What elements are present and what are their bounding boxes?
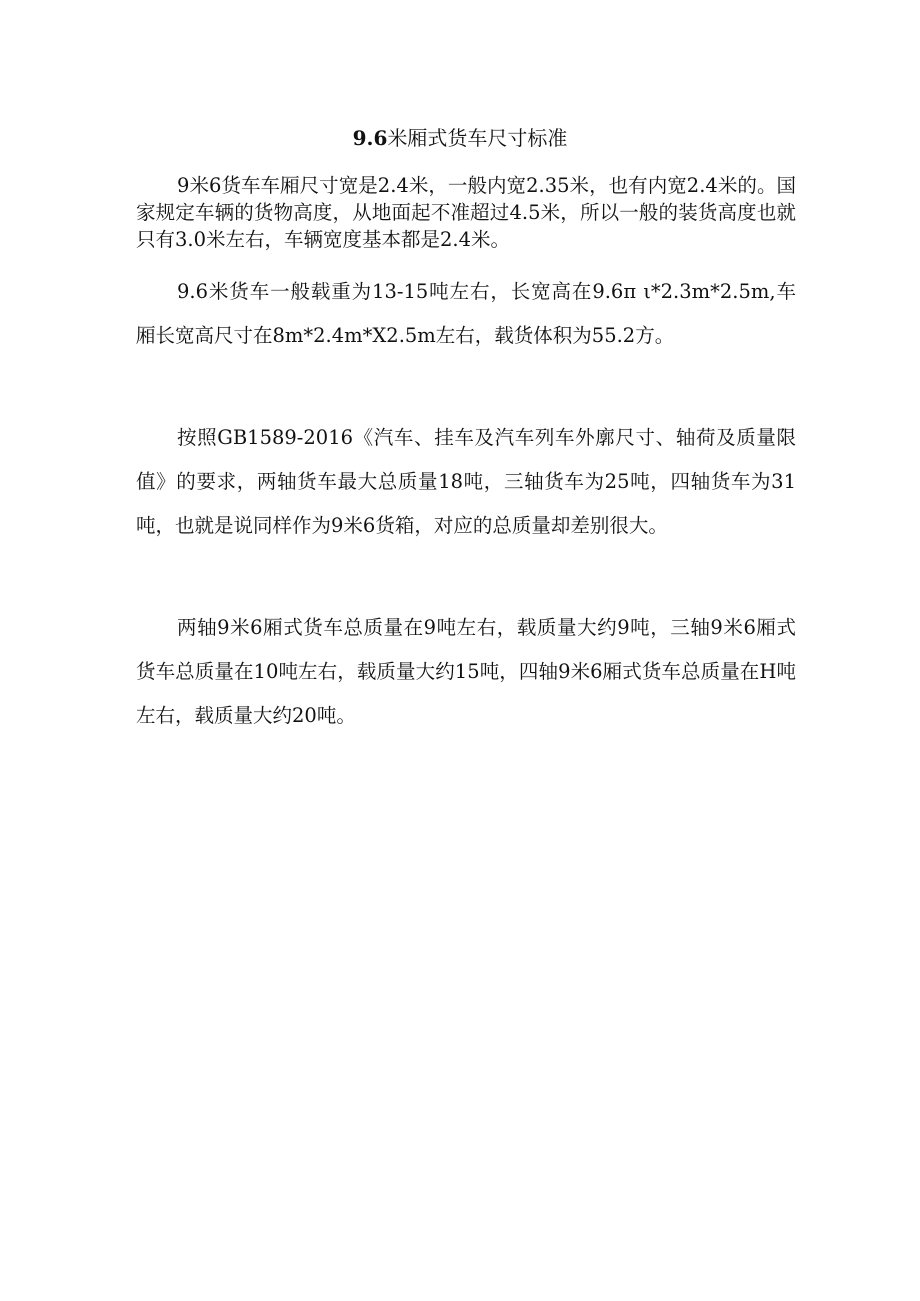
paragraph-3: 按照GB1589-2016《汽车、挂车及汽车列车外廓尺寸、轴荷及质量限值》的要求，两轴货车最大总质量18吨，三轴货车为25吨，四轴货车为31吨，也就是说同样作为9米6货箱，对应的总质量却差别很大。 <box>136 426 796 537</box>
paragraph-2: 9.6米货车一般载重为13-15吨左右，长宽高在9.6π ι*2.3m*2.5m,车厢长宽高尺寸在8m*2.4m*X2.5m左右，载货体积为55.2方。 <box>136 280 796 347</box>
title-number: 9.6 <box>352 126 388 150</box>
paragraph-4: 两轴9米6厢式货车总质量在9吨左右，载质量大约9吨，三轴9米6厢式货车总质量在10吨左右，载质量大约15吨，四轴9米6厢式货车总质量在H吨左右，载质量大约20吨。 <box>136 616 796 727</box>
document-title <box>0 124 920 152</box>
paragraph-1: 9米6货车车厢尺寸宽是2.4米，一般内宽2.35米，也有内宽2.4米的。国家规定车辆的货物高度，从地面起不准超过4.5米，所以一般的装货高度也就只有3.0米左右，车辆宽度基本都是2.4米。 <box>136 174 796 251</box>
title-text: 米厢式货车尺寸标准 <box>387 126 568 150</box>
